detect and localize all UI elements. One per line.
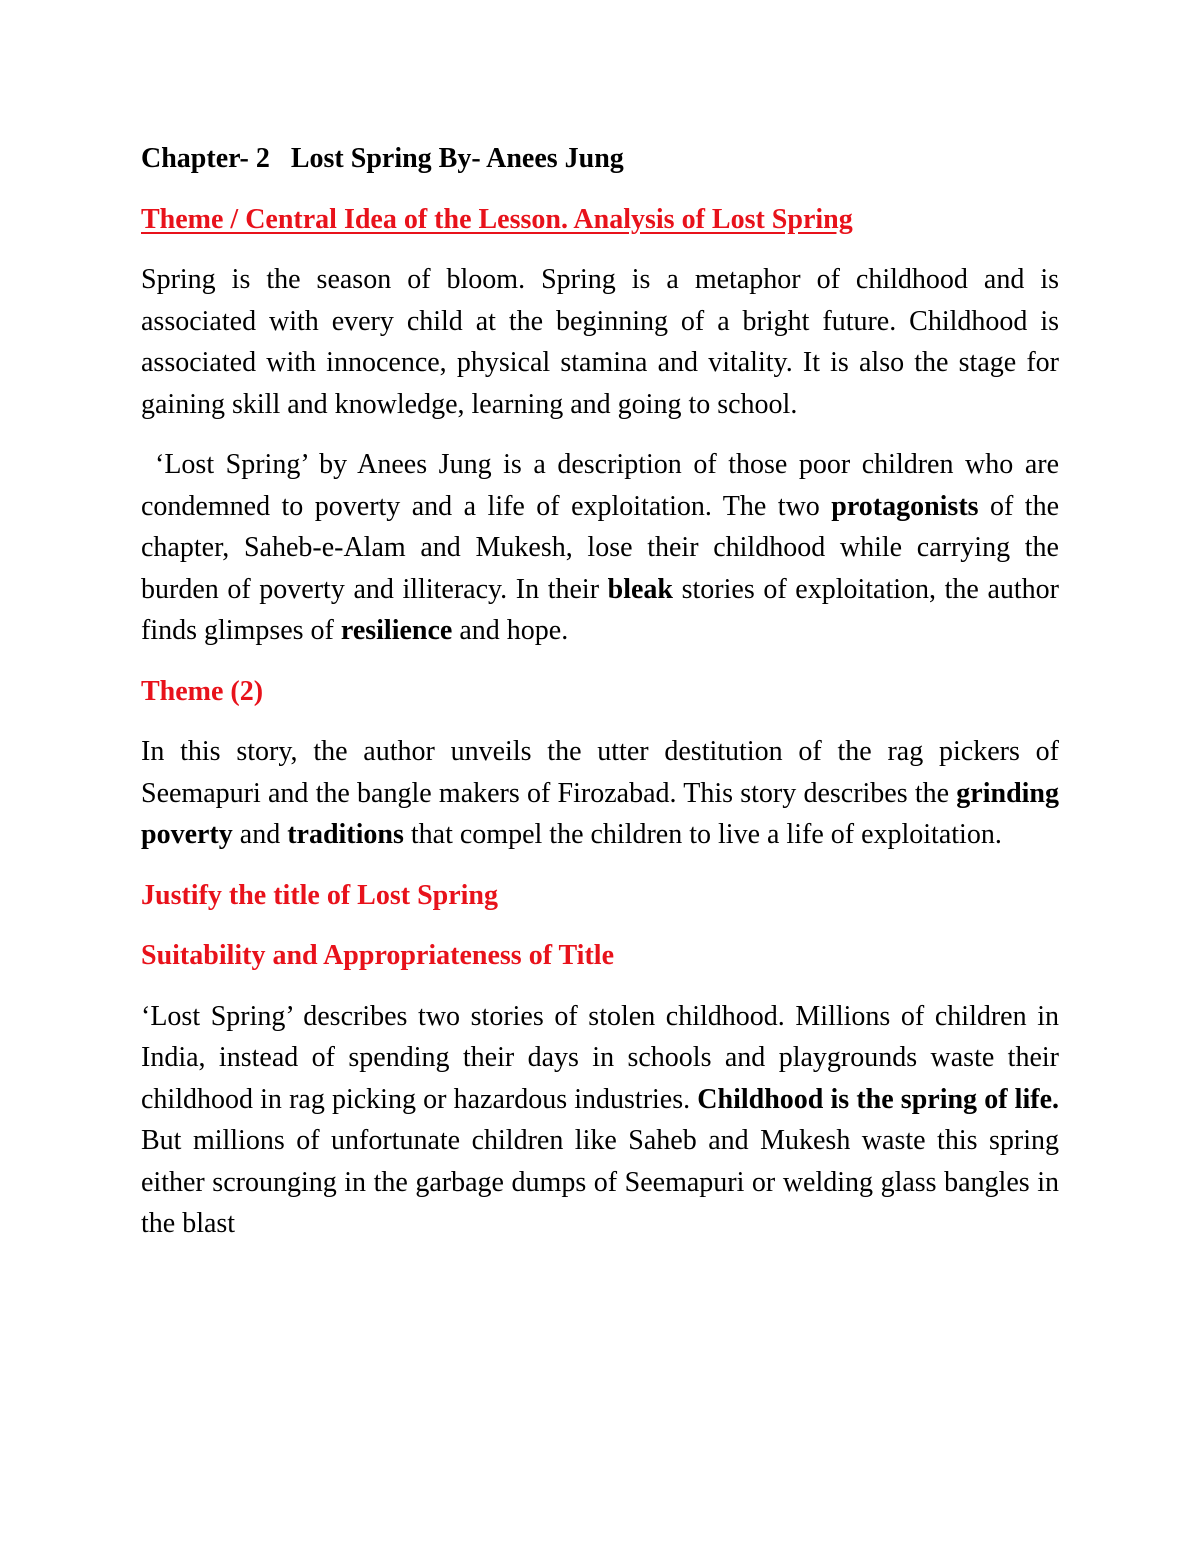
bold-phrase-childhood-spring: Childhood is the spring of life. <box>697 1083 1059 1115</box>
para2-text-1: ‘Lost Spring’ by Anees Jung is a description of those poor children who are condemned to poverty and a life of exploitation. The two <box>141 449 1059 522</box>
section-heading-theme-2: Theme (2) <box>141 675 264 707</box>
paragraph-lost-spring-description <box>141 444 1059 652</box>
chapter-title <box>141 138 1059 180</box>
paragraph-stolen-childhood <box>141 996 1059 1245</box>
para4-text-1: ‘Lost Spring’ describes two stories of stolen childhood. Millions of children in India, instead of spending their days in schools and playgrounds waste their childhood in rag picking or hazardous industries. <box>141 1000 1059 1115</box>
para3-text-2: and <box>232 819 288 850</box>
bold-term-traditions: traditions <box>287 819 404 850</box>
para2-text-4: and hope. <box>452 615 569 646</box>
para3-text-3: that compel the children to live a life of exploitation. <box>403 819 1002 850</box>
section-heading-theme-central-idea: Theme / Central Idea of the Lesson. Analysis of Lost Spring <box>141 203 853 235</box>
section-heading-justify-title: Justify the title of Lost Spring <box>141 879 498 911</box>
paragraph-theme-2 <box>141 731 1059 856</box>
section-heading-suitability: Suitability and Appropriateness of Title <box>141 940 614 971</box>
bold-term-bleak: bleak <box>607 573 674 605</box>
title-gap <box>270 143 291 174</box>
bold-term-grinding-poverty: grinding poverty <box>141 777 1059 850</box>
para2-text-3: stories of exploitation, the author finds glimpses of <box>141 573 1059 646</box>
paragraph-spring-metaphor: Spring is the season of bloom. Spring is a metaphor of childhood and is associated with every child at the beginning of a bright future. Childhood is associated with innocence, physical stamina and vitality. It is also the stage for gaining skill and knowledge, learning and going to school. <box>141 264 1059 420</box>
para3-text-1: In this story, the author unveils the utter destitution of the rag pickers of Seemapuri and the bangle makers of Firozabad. This story describes the <box>141 736 1059 809</box>
para4-text-2: But millions of unfortunate children like Saheb and Mukesh waste this spring either scrounging in the garbage dumps of Seemapuri or welding glass bangles in the blast <box>141 1125 1059 1239</box>
bold-term-protagonists: protagonists <box>831 490 979 522</box>
bold-term-resilience: resilience <box>340 615 453 646</box>
para2-text-2: of the chapter, Saheb-e-Alam and Mukesh, lose their childhood while carrying the burden of poverty and illiteracy. In their <box>141 490 1059 605</box>
chapter-title-text: Lost Spring By- Anees Jung <box>290 143 624 174</box>
chapter-number: Chapter- 2 <box>141 143 270 174</box>
document-page <box>141 138 1059 1245</box>
